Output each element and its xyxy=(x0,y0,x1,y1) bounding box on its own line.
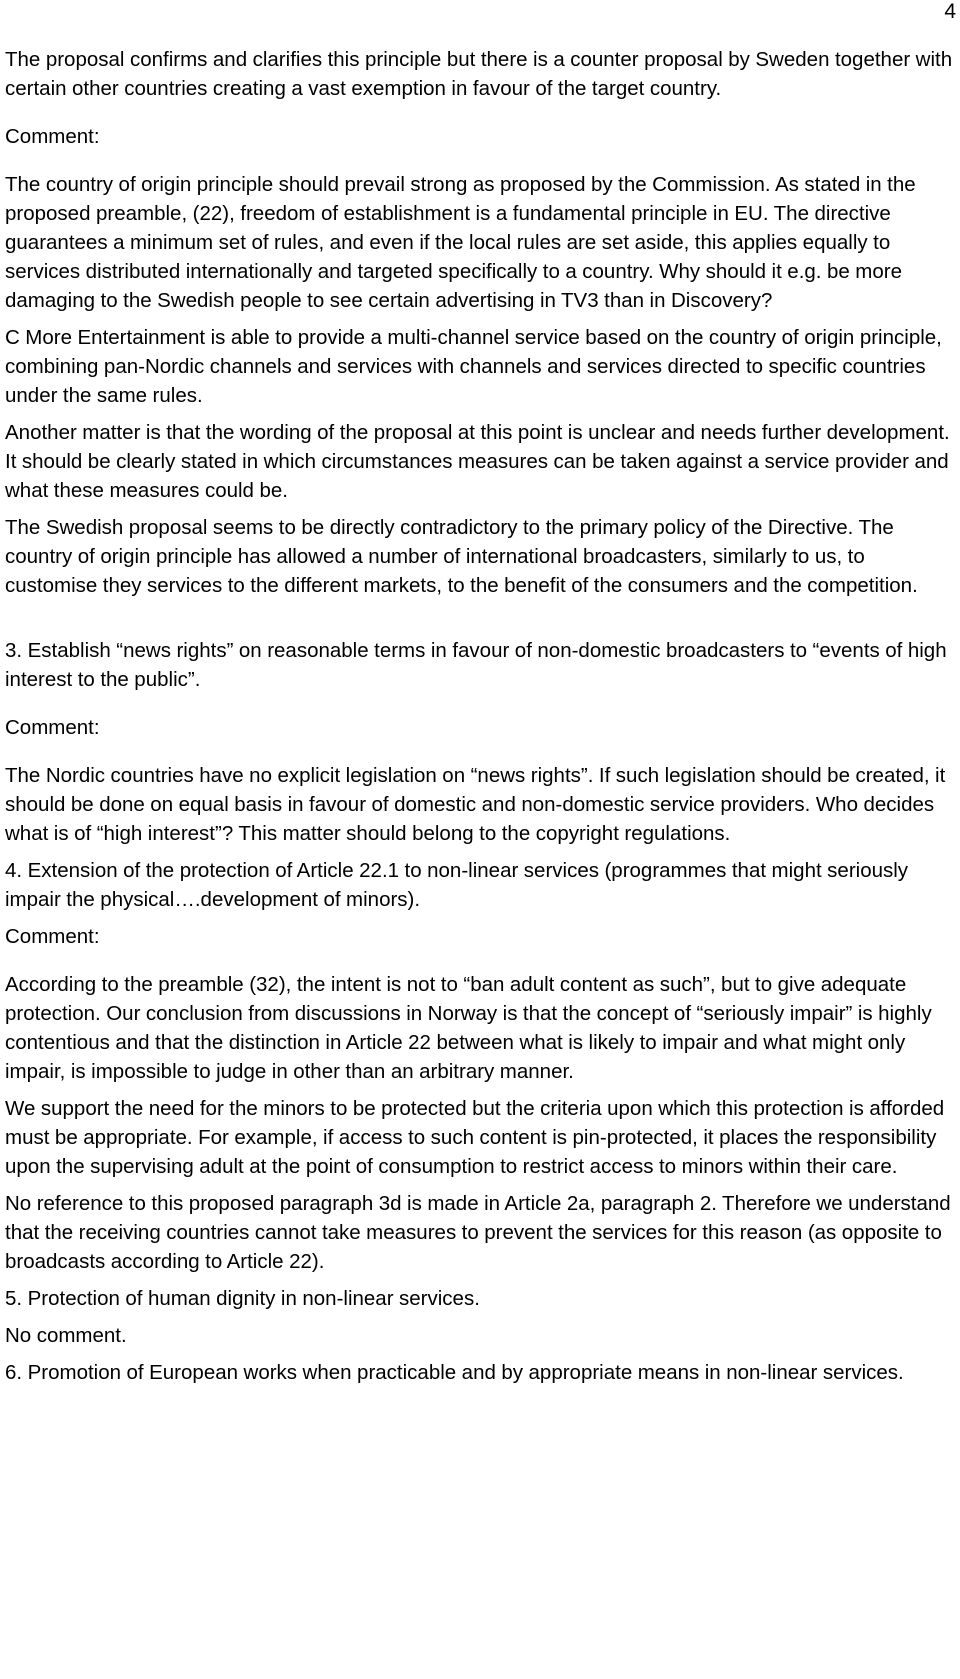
comment-heading: Comment: xyxy=(5,925,100,948)
paragraph-country-of-origin: The country of origin principle should prevail strong as proposed by the Commission. As stated in the proposed preamble, (22), freedom of establishment is a fundamental principle in EU. The directive guarantees a minimum set of rules, and even if the local rules are set aside, this applies equally to services distributed internationally and targeted specifically to a country. Why should it e.g. be more damaging to the Swedish people to see certain advertising in TV3 than in Discovery? xyxy=(5,173,916,312)
item-5-heading: 5. Protection of human dignity in non-linear services. xyxy=(5,1287,480,1310)
item-4-heading: 4. Extension of the protection of Article 22.1 to non-linear services (programmes that might seriously impair the physical….development of minors). xyxy=(5,859,909,911)
paragraph-news-rights: The Nordic countries have no explicit legislation on “news rights”. If such legislation should be created, it should be done on equal basis in favour of domestic and non-domestic service providers. Who decides what is of “high interest”? This matter should belong to the copyright regulations. xyxy=(5,764,946,845)
comment-heading: Comment: xyxy=(5,125,100,148)
paragraph-swedish-proposal: The Swedish proposal seems to be directly contradictory to the primary policy of the Directive. The country of origin principle has allowed a number of international broadcasters, similarly to us, to customise they services to the different markets, to the benefit of the consumers and the competition. xyxy=(5,516,918,597)
item-3-heading: 3. Establish “news rights” on reasonable terms in favour of non-domestic broadcasters to “events of high interest to the public”. xyxy=(5,639,947,691)
paragraph-preamble-32: According to the preamble (32), the intent is not to “ban adult content as such”, but to give adequate protection. Our conclusion from discussions in Norway is that the concept of “seriously impair” is highly contentious and that the distinction in Article 22 between what is likely to impair and what might only impair, is impossible to judge in other than an arbitrary manner. xyxy=(5,973,932,1083)
paragraph-proposal-intro: The proposal confirms and clarifies this principle but there is a counter proposal by Sweden together with certain other countries creating a vast exemption in favour of the target country. xyxy=(5,48,953,100)
no-comment: No comment. xyxy=(5,1324,127,1347)
page-number: 4 xyxy=(944,0,956,23)
paragraph-wording: Another matter is that the wording of the proposal at this point is unclear and needs further development. It should be clearly stated in which circumstances measures can be taken against a service provider and what these measures could be. xyxy=(5,421,950,502)
paragraph-c-more: C More Entertainment is able to provide a multi-channel service based on the country of origin principle, combining pan-Nordic channels and services with channels and services directed to specific countries under the same rules. xyxy=(5,326,942,407)
document-body xyxy=(5,45,955,1387)
item-6-heading: 6. Promotion of European works when practicable and by appropriate means in non-linear services. xyxy=(5,1361,904,1384)
comment-heading: Comment: xyxy=(5,716,100,739)
paragraph-minors-protection: We support the need for the minors to be protected but the criteria upon which this protection is afforded must be appropriate. For example, if access to such content is pin-protected, it places the responsibility upon the supervising adult at the point of consumption to restrict access to minors within their care. xyxy=(5,1097,945,1178)
paragraph-article-2a: No reference to this proposed paragraph 3d is made in Article 2a, paragraph 2. Therefore we understand that the receiving countries cannot take measures to prevent the services for this reason (as opposite to broadcasts according to Article 22). xyxy=(5,1192,951,1273)
